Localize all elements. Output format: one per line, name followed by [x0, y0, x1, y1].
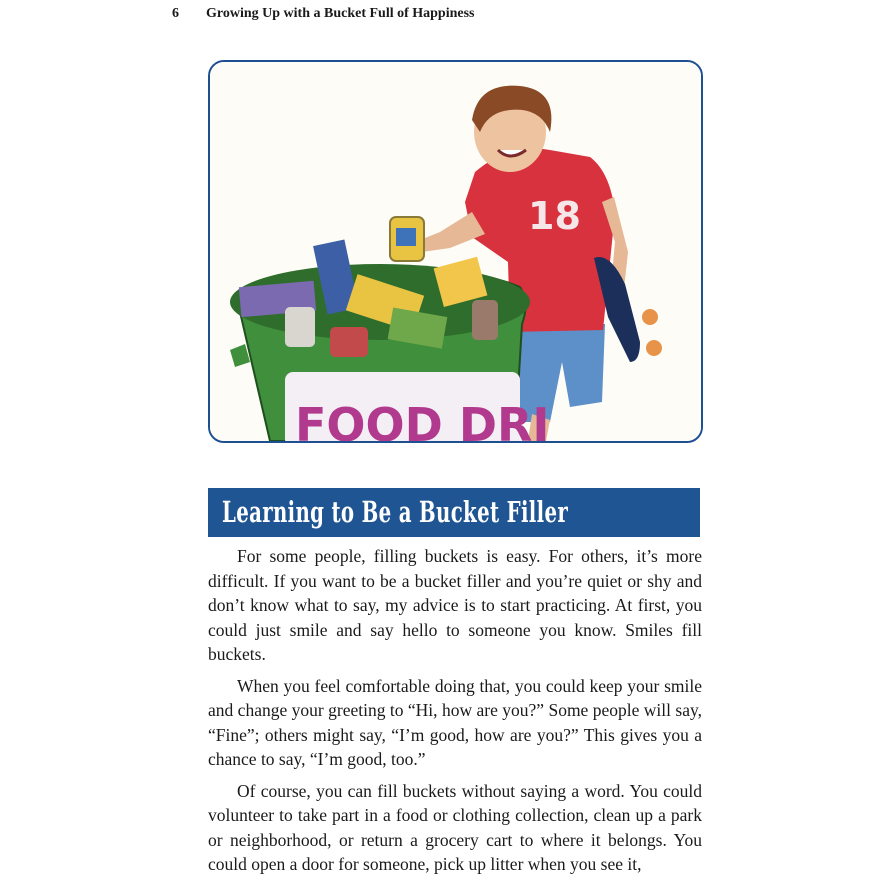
paragraph: When you feel comfortable doing that, you could keep your smile and change your greeting to “Hi, how are you?” Some people will say, “Fine”; others might say, “I’m good, how are you?” This gives you a chance to say, “I’m good, too.”: [208, 675, 702, 769]
running-header: [172, 6, 475, 22]
paragraph: For some people, filling buckets is easy. For others, it’s more difficult. If you want to be a bucket filler and you’re quiet or shy and don’t know what to say, my advice is to start practicing. At first, you could just smile and say hello to someone you know. Smiles fill buckets.: [208, 546, 702, 664]
shirt-number: 18: [528, 194, 581, 238]
page-number: 6: [172, 6, 179, 21]
food-drive-illustration: [208, 60, 703, 443]
body-text: [208, 544, 702, 884]
bin-label: FOOD DRI: [295, 398, 550, 441]
book-title: Growing Up with a Bucket Full of Happiness: [206, 6, 475, 21]
paragraph: Of course, you can fill buckets without saying a word. You could volunteer to take part in a food or clothing collection, clean up a park or neighborhood, or return a grocery cart to where it belongs. You could open a door for someone, pick up litter when you see it,: [208, 780, 702, 874]
section-title: Learning to Be a Bucket Filler: [222, 495, 569, 529]
section-banner: [208, 488, 700, 537]
